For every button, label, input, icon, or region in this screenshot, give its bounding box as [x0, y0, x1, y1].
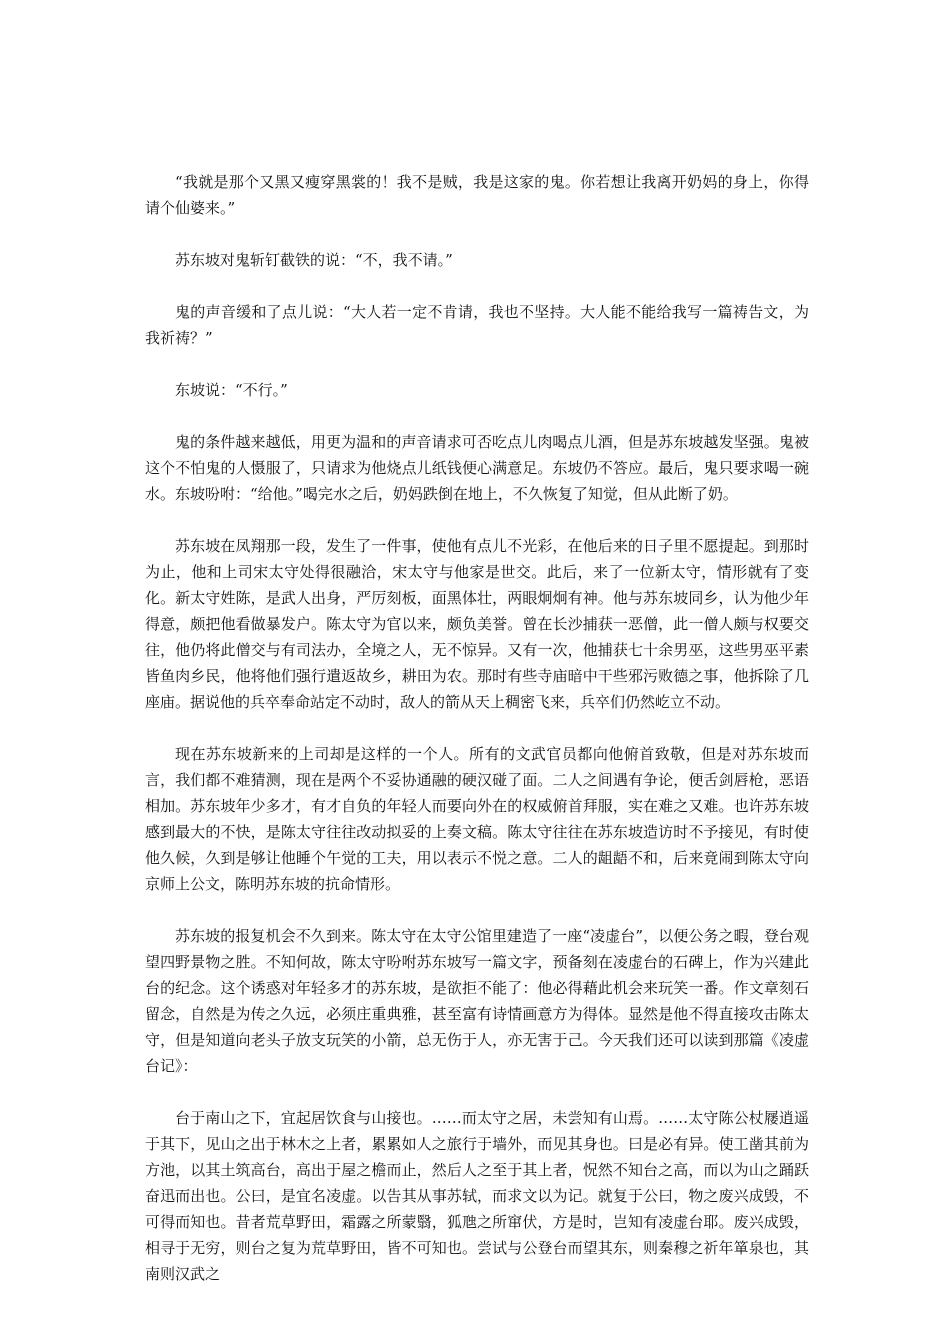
paragraph-4: 东坡说：“不行。”: [175, 381, 288, 399]
paragraph-8: 苏东坡的报复机会不久到来。陈太守在太守公馆里建造了一座“凌虚台”，以便公务之暇，登台观望四野景物之胜。不知何故，陈太守吩咐苏东坡写一篇文字，预备刻在凌虚台的石碑上，作为兴建此台的纪念。这个诱惑对年轻多才的苏东坡，是欲拒不能了：他必得藉此机会来玩笑一番。作文章刻石留念，自然是为传之久远，必须庄重典雅，甚至富有诗情画意方为得体。显然是他不得直接攻击陈太守，但是知道向老头子放支玩笑的小箭，总无伤于人，亦无害于己。今天我们还可以读到那篇《凌虚台记》：: [145, 927, 809, 1075]
paragraph-7: 现在苏东坡新来的上司却是这样的一个人。所有的文武官员都向他俯首致敬，但是对苏东坡而言，我们都不难猜测，现在是两个不妥协通融的硬汉碰了面。二人之间遇有争论，便舌剑唇枪，恶语相加。苏东坡年少多才，有才自负的年轻人而要向外在的权威俯首拜服，实在难之又难。也许苏东坡感到最大的不快，是陈太守往往改动拟妥的上奏文稿。陈太守往往在苏东坡造访时不予接见，有时使他久候，久到是够让他睡个午觉的工夫，用以表示不悦之意。二人的龃龉不和，后来竟闹到陈太守向京师上公文，陈明苏东坡的抗命情形。: [145, 745, 809, 893]
paragraph-3: 鬼的声音缓和了点儿说：“大人若一定不肯请，我也不坚持。大人能不能给我写一篇祷告文，为我祈祷？”: [145, 303, 809, 347]
paragraph-2: 苏东坡对鬼斩钉截铁的说：“不，我不请。”: [175, 251, 453, 269]
paragraph-1: “我就是那个又黑又瘦穿黑裳的！我不是贼，我是这家的鬼。你若想让我离开奶妈的身上，你得请个仙婆来。”: [145, 173, 809, 217]
document-body: [145, 169, 809, 1313]
paragraph-5: 鬼的条件越来越低，用更为温和的声音请求可否吃点儿肉喝点儿酒，但是苏东坡越发坚强。鬼被这个不怕鬼的人慑服了，只请求为他烧点儿纸钱便心满意足。东坡仍不答应。最后，鬼只要求喝一碗水。东坡吩咐：“给他。”喝完水之后，奶妈跌倒在地上，不久恢复了知觉，但从此断了奶。: [145, 433, 809, 503]
paragraph-9-quote: 台于南山之下，宜起居饮食与山接也。……而太守之居，未尝知有山焉。……太守陈公杖屦逍遥于其下，见山之出于林木之上者，累累如人之旅行于墙外，而见其身也。曰是必有异。使工凿其前为方池，以其土筑高台，高出于屋之檐而止，然后人之至于其上者，怳然不知台之高，而以为山之踊跃奋迅而出也。公曰，是宜名凌虚。以告其从事苏轼，而求文以为记。就复于公曰，物之废兴成毁，不可得而知也。昔者荒草野田，霜露之所蒙翳，狐虺之所窜伏，方是时，岂知有凌虚台耶。废兴成毁，相寻于无穷，则台之复为荒草野田，皆不可知也。尝试与公登台而望其东，则秦穆之祈年箪泉也，其南则汉武之: [145, 1109, 809, 1283]
paragraph-6: 苏东坡在凤翔那一段，发生了一件事，使他有点儿不光彩，在他后来的日子里不愿提起。到那时为止，他和上司宋太守处得很融洽，宋太守与他家是世交。此后，来了一位新太守，情形就有了变化。新太守姓陈，是武人出身，严厉刻板，面黑体壮，两眼炯炯有神。他与苏东坡同乡，认为他少年得意，颇把他看做暴发户。陈太守为官以来，颇负美誉。曾在长沙捕获一恶僧，此一僧人颇与权要交往，他仍将此僧交与有司法办，全境之人，无不惊异。又有一次，他捕获七十余男巫，这些男巫平素皆鱼肉乡民，他将他们强行遣返故乡，耕田为农。那时有些寺庙暗中干些邪污败德之事，他拆除了几座庙。据说他的兵卒奉命站定不动时，敌人的箭从天上稠密飞来，兵卒们仍然屹立不动。: [145, 537, 809, 711]
